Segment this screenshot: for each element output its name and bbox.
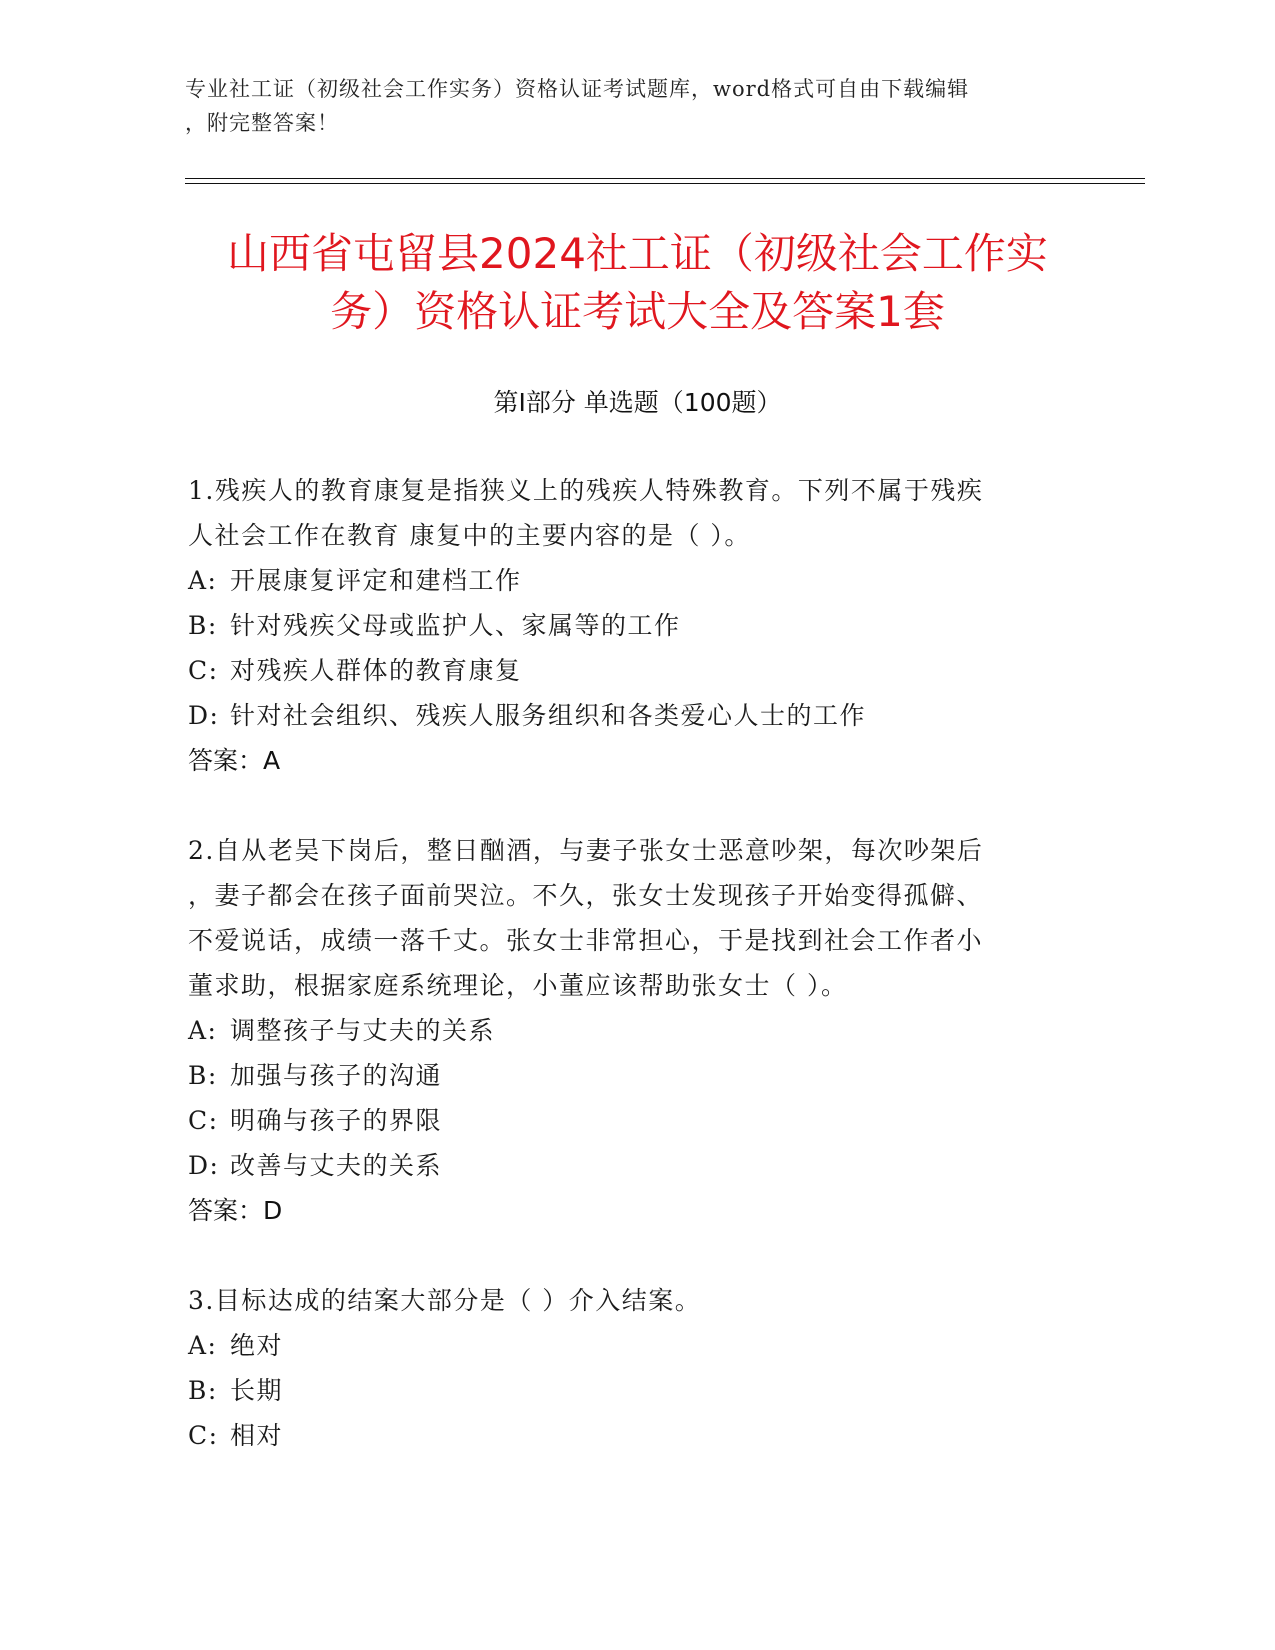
option-text: 对残疾人群体的教育康复 xyxy=(230,656,522,685)
question-stem-line: 不爱说话，成绩一落千丈。张女士非常担心，于是找到社会工作者小 xyxy=(188,926,984,955)
option-a xyxy=(188,558,1068,603)
option-a xyxy=(188,1323,1068,1368)
option-c xyxy=(188,1098,1068,1143)
document-title-line-1: 山西省屯留县2024社工证（初级社会工作实 xyxy=(227,229,1048,278)
option-letter: C: xyxy=(188,656,219,685)
header-note-line-2: ，附完整答案！ xyxy=(185,111,339,135)
answer-line: 答案：D xyxy=(188,1196,283,1225)
option-b xyxy=(188,1053,1068,1098)
option-d xyxy=(188,693,1068,738)
option-text: 调整孩子与丈夫的关系 xyxy=(230,1016,496,1045)
option-letter: D: xyxy=(188,701,220,730)
option-letter: B: xyxy=(188,1061,218,1090)
header-note-line-1: 专业社工证（初级社会工作实务）资格认证考试题库，word格式可自由下载编辑 xyxy=(185,77,970,101)
question-stem-line: 人社会工作在教育 康复中的主要内容的是（ ）。 xyxy=(188,521,751,550)
question-1 xyxy=(188,468,1068,783)
option-text: 改善与丈夫的关系 xyxy=(230,1151,443,1180)
section-heading: 第I部分 单选题（100题） xyxy=(493,388,782,417)
option-text: 相对 xyxy=(230,1421,284,1450)
option-text: 加强与孩子的沟通 xyxy=(230,1061,443,1090)
header-divider-top xyxy=(185,178,1145,179)
option-letter: A: xyxy=(188,1016,218,1045)
question-3 xyxy=(188,1278,1068,1458)
question-stem-line: 3.目标达成的结案大部分是（ ）介入结案。 xyxy=(188,1286,702,1315)
question-stem-line: 董求助，根据家庭系统理论，小董应该帮助张女士（ ）。 xyxy=(188,971,848,1000)
option-text: 开展康复评定和建档工作 xyxy=(230,566,522,595)
option-text: 明确与孩子的界限 xyxy=(230,1106,443,1135)
option-c xyxy=(188,648,1068,693)
document-title-line-2: 务）资格认证考试大全及答案1套 xyxy=(330,287,945,336)
option-letter: B: xyxy=(188,1376,218,1405)
question-stem-line: 1.残疾人的教育康复是指狭义上的残疾人特殊教育。下列不属于残疾 xyxy=(188,476,984,505)
option-letter: B: xyxy=(188,611,218,640)
document-title xyxy=(185,225,1090,341)
question-stem-line: ，妻子都会在孩子面前哭泣。不久，张女士发现孩子开始变得孤僻、 xyxy=(188,881,984,910)
option-b xyxy=(188,603,1068,648)
question-stem-line: 2.自从老吴下岗后，整日酗酒，与妻子张女士恶意吵架，每次吵架后 xyxy=(188,836,984,865)
option-b xyxy=(188,1368,1068,1413)
question-list xyxy=(188,468,1068,1458)
header-note xyxy=(185,72,1085,140)
option-text: 针对残疾父母或监护人、家属等的工作 xyxy=(230,611,681,640)
answer-line: 答案：A xyxy=(188,746,281,775)
option-d xyxy=(188,1143,1068,1188)
option-letter: D: xyxy=(188,1151,220,1180)
option-letter: A: xyxy=(188,1331,218,1360)
option-letter: C: xyxy=(188,1106,219,1135)
question-2 xyxy=(188,828,1068,1233)
option-text: 针对社会组织、残疾人服务组织和各类爱心人士的工作 xyxy=(230,701,867,730)
option-letter: A: xyxy=(188,566,218,595)
option-a xyxy=(188,1008,1068,1053)
option-c xyxy=(188,1413,1068,1458)
option-text: 长期 xyxy=(230,1376,284,1405)
option-text: 绝对 xyxy=(230,1331,284,1360)
option-letter: C: xyxy=(188,1421,219,1450)
header-divider-bottom xyxy=(185,183,1145,184)
